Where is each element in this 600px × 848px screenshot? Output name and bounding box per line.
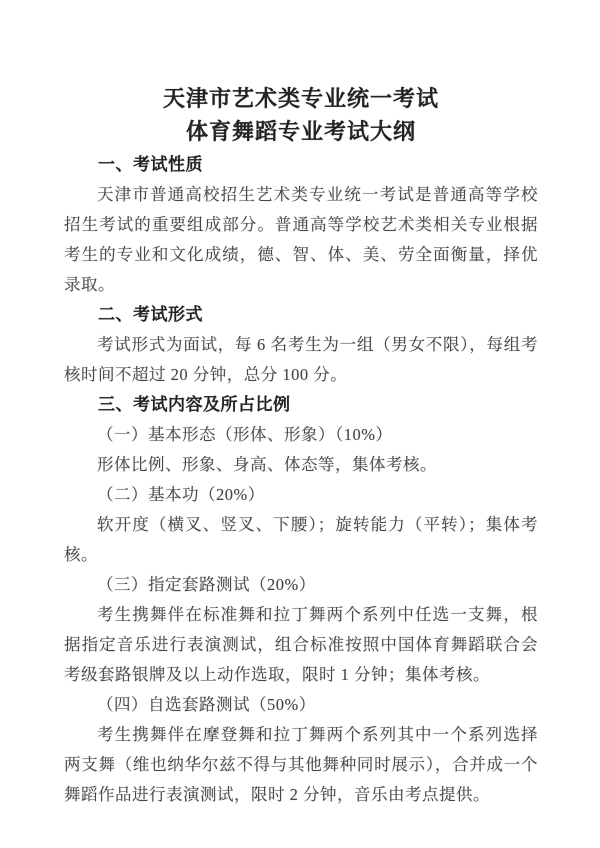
item-label-basic-form: （一）基本形态（形体、形象）（10%）: [97, 425, 393, 444]
item-description-basic-form: 形体比例、形象、身高、体态等，集体考核。: [97, 455, 437, 474]
section-exam-content: [64, 390, 538, 810]
item-label-designated-routine: （三）指定套路测试（20%）: [97, 575, 316, 594]
item-label-basic-skills: （二）基本功（20%）: [97, 485, 265, 504]
section-exam-format: [64, 300, 538, 390]
item-description-optional-routine: 考生携舞伴在摩登舞和拉丁舞两个系列其中一个系列选择两支舞（维也纳华尔兹不得与其他舞种同时展示），合并成一个舞蹈作品进行表演测试，限时 2 分钟，音乐由考点提供。: [64, 725, 538, 804]
item-description-designated-routine: 考生携舞伴在标准舞和拉丁舞两个系列中任选一支舞，根据指定音乐进行表演测试，组合标准按照中国体育舞蹈联合会考级套路银牌及以上动作选取，限时 1 分钟；集体考核。: [64, 605, 538, 684]
title-line-2: 体育舞蹈专业考试大纲: [185, 119, 416, 144]
title-line-1: 天津市艺术类专业统一考试: [162, 86, 439, 111]
section-heading-exam-nature: 一、考试性质: [98, 155, 203, 174]
section-exam-nature: [64, 150, 538, 300]
paragraph-exam-nature: 天津市普通高校招生艺术类专业统一考试是普通高等学校招生考试的重要组成部分。普通高等学校艺术类相关专业根据考生的专业和文化成绩，德、智、体、美、劳全面衡量，择优录取。: [64, 185, 538, 294]
item-label-optional-routine: （四）自选套路测试（50%）: [97, 695, 316, 714]
section-heading-exam-content: 三、考试内容及所占比例: [98, 395, 291, 414]
item-description-basic-skills: 软开度（横叉、竖叉、下腰）；旋转能力（平转）；集体考核。: [64, 515, 538, 564]
paragraph-exam-format: 考试形式为面试，每 6 名考生为一组（男女不限），每组考核时间不超过 20 分钟，总分 100 分。: [64, 335, 538, 384]
section-heading-exam-format: 二、考试形式: [98, 305, 203, 324]
document-title: [64, 82, 538, 148]
